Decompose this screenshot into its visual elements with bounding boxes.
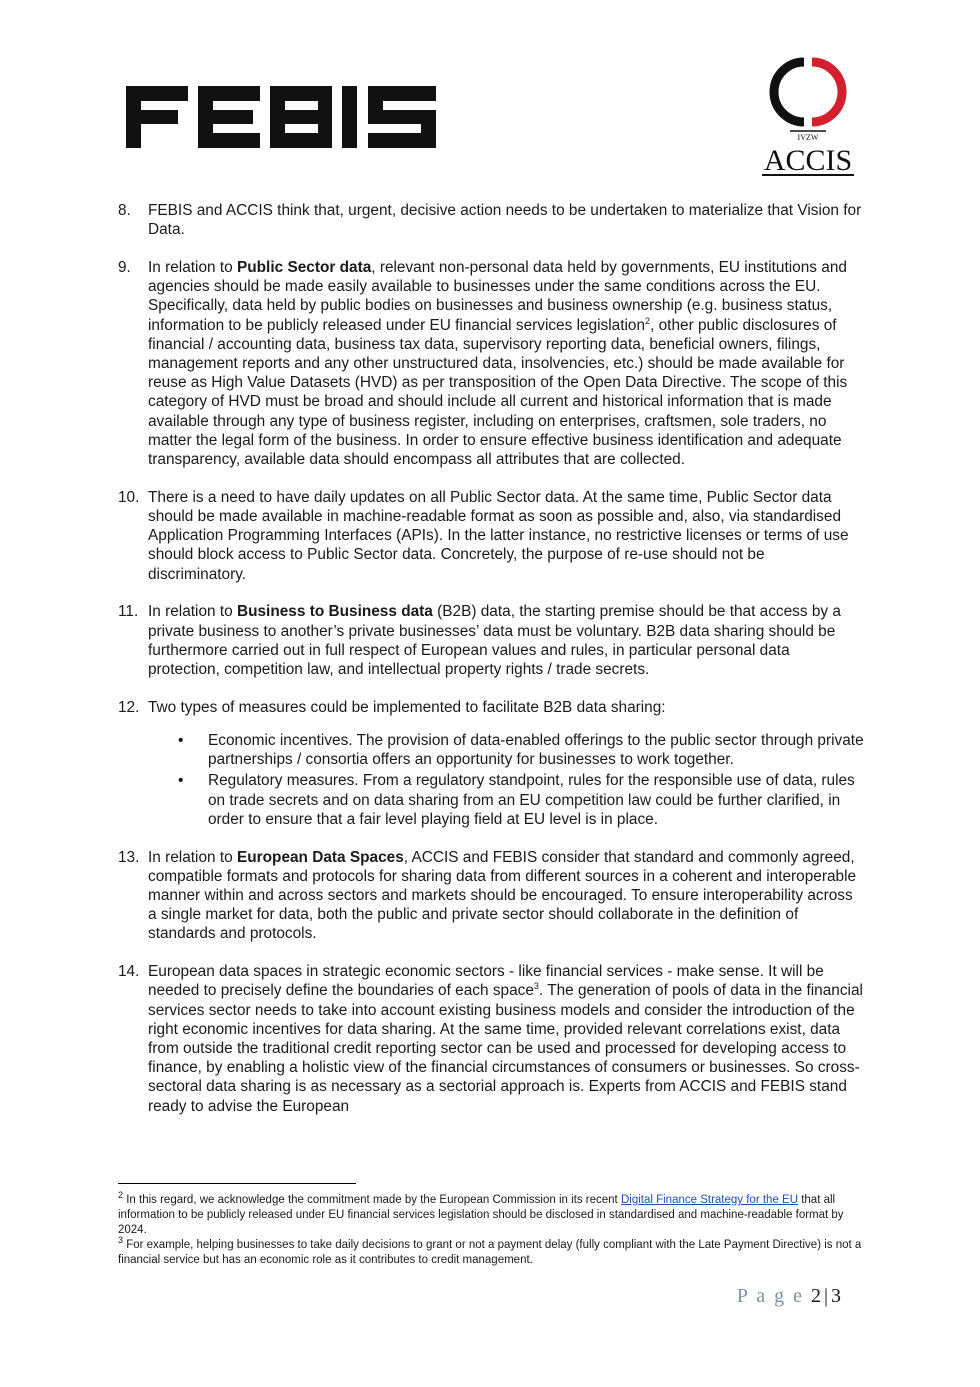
- numbered-item: [118, 698, 864, 829]
- current-page: 2: [810, 1285, 821, 1307]
- footnote-divider: [118, 1183, 356, 1184]
- footnote: $^3$ For example, helping businesses to take daily decisions to grant or not a payment delay (fully compliant with the Late Payment Directive) is not a financial service but has an economic role as it contributes to credit management.: [118, 1235, 862, 1266]
- page-number: P a g e 2 | 3: [736, 1285, 841, 1307]
- numbered-item: [118, 848, 864, 944]
- item-text: European data spaces in strategic economic sectors - like financial services - make sense. It will be needed to precisely define the boundaries of each space$^3$. The generation of pools of data in the financial services sector needs to take into account existing business models and consider the introduction of the right economic incentives for data sharing. At the same time, provided relevant correlations exist, data from outside the traditional credit reporting sector can be used and processed for developing access to finance, by enabling a holistic view of the financial circumstances of consumers or businesses. So cross-sectoral data sharing is as necessary as a sectorial approach is. Experts from ACCIS and FEBIS stand ready to advise the European: [148, 963, 863, 1115]
- numbered-item: [118, 962, 864, 1116]
- item-number: 11.: [118, 603, 139, 621]
- digital-finance-strategy-link[interactable]: Digital Finance Strategy for the EU: [620, 1194, 799, 1206]
- accis-logo-name: ACCIS: [763, 144, 853, 177]
- item-number: 8.: [118, 202, 131, 219]
- bullet-icon: •: [178, 732, 184, 750]
- item-intro: Two types of measures could be implemented to facilitate B2B data sharing:: [148, 698, 666, 716]
- numbered-item: [118, 201, 864, 239]
- febis-logo: [126, 86, 438, 148]
- item-number: 10.: [118, 488, 140, 506]
- numbered-item: [118, 488, 864, 584]
- footnotes: [118, 1190, 864, 1268]
- item-number: 9.: [118, 259, 131, 276]
- total-pages: 3: [831, 1285, 841, 1307]
- item-number: 13.: [118, 848, 140, 866]
- item-text: There is a need to have daily updates on all Public Sector data. At the same time, Public Sector data should be made available in machine-readable format as soon as possible and, also, via standardised Application Programming Interfaces (APIs). In the latter instance, no restrictive licenses or terms of use should block access to Public Sector data. Concretely, the purpose of re-use should not be discriminatory.: [148, 488, 849, 583]
- accis-logo-tagline: IVZW: [797, 133, 819, 142]
- item-number: 14.: [118, 963, 140, 981]
- item-text: In relation to Public Sector data, relevant non-personal data held by governments, EU institutions and agencies should be made easily available to businesses under the same conditions across the EU. Specifically, data held by public bodies on businesses and business ownership (e.g. business status, information to be publicly released under EU financial services legislation$^2$, other public disclosures of financial / accounting data, business tax data, supervisory reporting data, beneficial owners, filings, management reports and any other unstructured data, insolvencies, etc.) should be made available for reuse as High Value Datasets (HVD) as per transposition of the Open Data Directive. The scope of this category of HVD must be broad and should include all current and historical information that is made available through any type of business register, including on enterprises, craftsmen, sole traders, no matter the legal form of the business. In order to ensure effective business identification and adequate transparency, available data should encompass all attributes that are collected.: [148, 259, 848, 469]
- bullet-text: Regulatory measures. From a regulatory standpoint, rules for the responsible use of data, rules on trade secrets and on data sharing from an EU competition law could be further clarified, in order to ensure that a fair level playing field at EU level is in place.: [208, 772, 855, 828]
- footnote: $^2$ In this regard, we acknowledge the commitment made by the European Commission in its recent Digital Finance Strategy for the EU that all information to be publicly released under EU financial services legislation should be disclosed in standardised and machine-readable format by 2024.: [118, 1190, 844, 1236]
- bullet-item: [148, 771, 864, 829]
- document-body: [118, 201, 864, 1134]
- item-number: 12.: [118, 698, 140, 716]
- item-text: In relation to Business to Business data (B2B) data, the starting premise should be that access by a private business to another’s private businesses’ data must be voluntary. B2B data sharing should be furthermore carried out in full respect of European values and rules, in particular personal data protection, competition law, and intellectual property rights / trade secrets.: [148, 603, 841, 679]
- item-text: In relation to European Data Spaces, ACCIS and FEBIS consider that standard and commonly agreed, compatible formats and protocols for sharing data from different sources in a coherent and interoperable manner within and across sectors and markets should be encouraged. To ensure interoperability across a single market for data, both the public and private sector should collaborate in the definition of standards and protocols.: [148, 848, 857, 943]
- bullet-icon: •: [178, 772, 184, 790]
- numbered-item: [118, 258, 864, 469]
- numbered-item: [118, 602, 864, 679]
- accis-logo: [760, 56, 856, 180]
- bullet-text: Economic incentives. The provision of data-enabled offerings to the public sector through private partnerships / consortia offers an opportunity for businesses to work together.: [208, 732, 864, 769]
- page-label: P a g e: [736, 1285, 804, 1307]
- item-text: FEBIS and ACCIS think that, urgent, decisive action needs to be undertaken to materialize that Vision for Data.: [148, 202, 862, 239]
- bullet-item: [148, 731, 864, 769]
- bullet-list: [148, 731, 864, 829]
